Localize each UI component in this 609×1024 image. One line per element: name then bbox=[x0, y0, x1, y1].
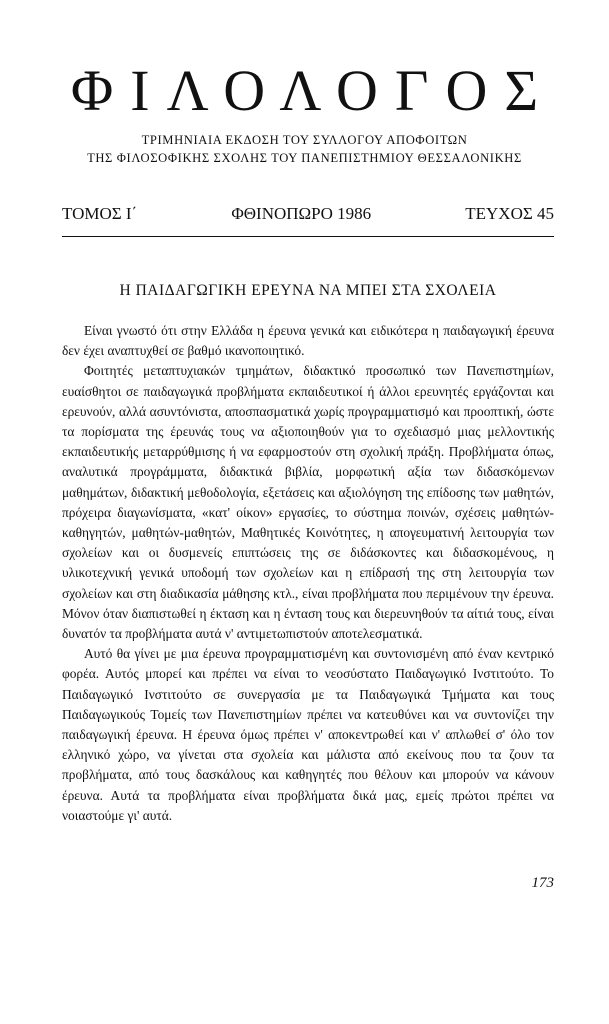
journal-subtitle-line-2: ΤΗΣ ΦΙΛΟΣΟΦΙΚΗΣ ΣΧΟΛΗΣ ΤΟΥ ΠΑΝΕΠΙΣΤΗΜΙΟΥ ΘΕΣΣΑΛΟΝΙΚΗΣ bbox=[87, 151, 522, 165]
issue-label: ΤΕΥΧΟΣ 45 bbox=[465, 204, 554, 223]
journal-subtitle-line-1: ΤΡΙΜΗΝΙΑΙΑ ΕΚΔΟΣΗ ΤΟΥ ΣΥΛΛΟΓΟΥ ΑΠΟΦΟΙΤΩΝ bbox=[141, 133, 468, 147]
article-body bbox=[62, 321, 554, 826]
page-number: 173 bbox=[531, 875, 554, 891]
volume-label: ΤΟΜΟΣ Ι΄ bbox=[62, 204, 138, 223]
issue-meta-row bbox=[62, 205, 554, 222]
header-divider bbox=[62, 236, 554, 237]
journal-title: ΦΙΛΟΛΟΓΟΣ bbox=[70, 58, 556, 123]
paragraph-1: Είναι γνωστό ότι στην Ελλάδα η έρευνα γενικά και ειδικότερα η παιδαγωγική έρευνα δεν έχει αναπτυχθεί σε βαθμό ικανοποιητικό. bbox=[62, 323, 554, 359]
season-label: ΦΘΙΝΟΠΩΡΟ 1986 bbox=[231, 204, 372, 223]
article-title: Η ΠΑΙΔΑΓΩΓΙΚΗ ΕΡΕΥΝΑ ΝΑ ΜΠΕΙ ΣΤΑ ΣΧΟΛΕΙΑ bbox=[119, 282, 497, 299]
paragraph-3: Αυτό θα γίνει με μια έρευνα προγραμματισμένη και συντονισμένη από έναν κεντρικό φορέα. Αυτός μπορεί και πρέπει να είναι το νεοσύστατο Παιδαγωγικό Ινστιτούτο. Το Παιδαγωγικό Ινστιτούτο σε συνεργασία με τα Παιδαγωγικά Τμήματα και τους Παιδαγωγικούς Τομείς των Πανεπιστημίων πρέπει να κατευθύνει και να συντονίζει την παιδαγωγική έρευνα. Η έρευνα όμως πρέπει ν' αποκεντρωθεί και ν' απλωθεί σ' όλο τον ελληνικό χώρο, να γίνεται στα σχολεία και μάλιστα από εκείνους που τα ζουν τα προβλήματα, από τους δασκάλους και καθηγητές που θέλουν και μπορούν να κάνουν έρευνα. Αυτά τα προβλήματα είναι προβλήματα δικά μας, εμείς πρώτοι πρέπει να νοιαστούμε γι' αυτά. bbox=[62, 646, 554, 823]
paragraph-2: Φοιτητές μεταπτυχιακών τμημάτων, διδακτικό προσωπικό των Πανεπιστημίων, ευαίσθητοι σε παιδαγωγικά προβλήματα εκπαιδευτικοί ή άλλοι ερευνητές εργάζονται και ερευνούν, αλλά ασυντόνιστα, αποσπασματικά χωρίς προγραμματισμό και προοπτική, ώστε τα πορίσματα της έρευνάς τους να αξιοποιηθούν για το σχεδιασμό μιας μελλοντικής εκπαιδευτικής μεταρρύθμισης ή να εφαρμοστούν στη σχολική πράξη. Προβλήματα όπως, αναλυτικά προγράμματα, διδακτικά βιβλία, μορφωτική αξία των διδασκόμενων μαθημάτων, διδακτική μεθοδολογία, εξετάσεις και αξιολόγηση της επίδοσης των μαθητών, πρόχειρα διαγωνίσματα, «κατ' οίκον» εργασίες, το σύστημα ποινών, σχέσεις μαθητών-καθηγητών, μαθητών-μαθητών, Μαθητικές Κοινότητες, η απογευματινή λειτουργία των σχολείων και οι δυσμενείς επιπτώσεις της σε διδάσκοντες και διδασκομένους, η υλικοτεχνική γενικά υποδομή των σχολείων και η επίδρασή της στη λειτουργία των σχολείων και στη διαδικασία μάθησης κτλ., είναι προβλήματα που περιμένουν την έρευνα. Μόνον όταν διαπιστωθεί η έκταση και η ένταση τους και διερευνηθούν τα αίτιά τους, είναι δυνατόν τα προβλήματα αυτά ν' αντιμετωπιστούν αποτελεσματικά. bbox=[62, 363, 554, 642]
